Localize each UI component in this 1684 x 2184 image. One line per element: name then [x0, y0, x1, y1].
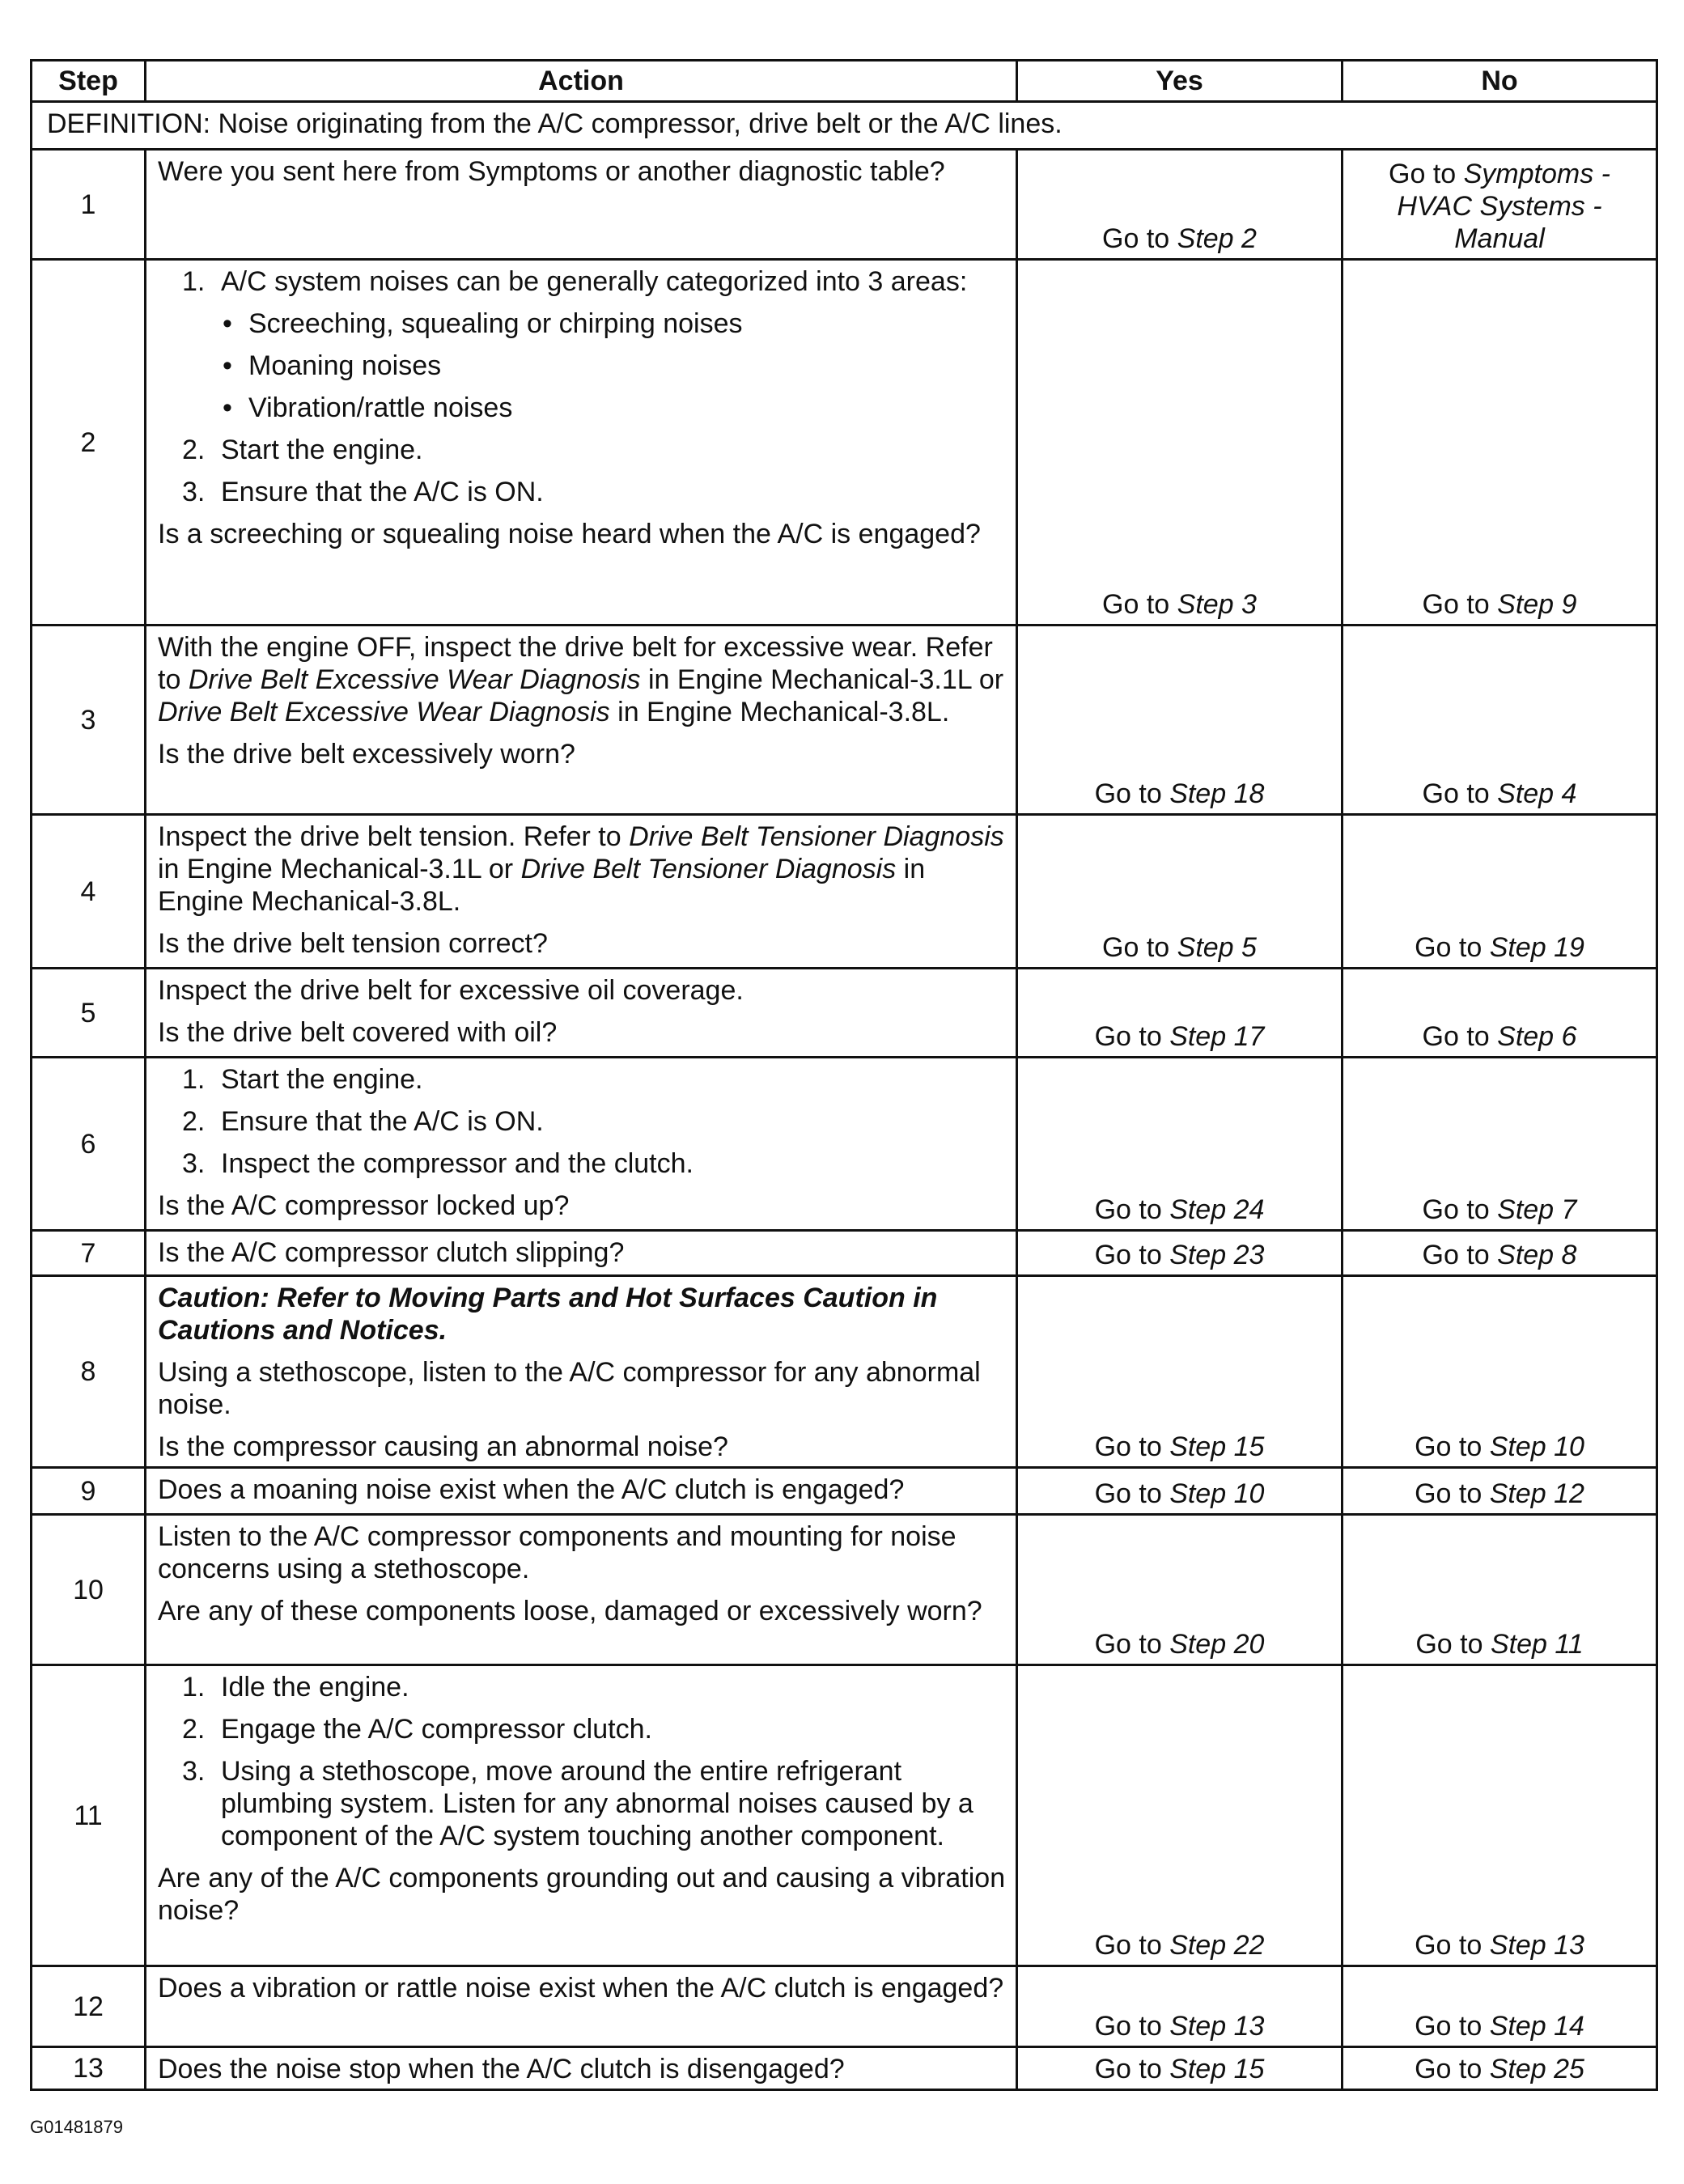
step-item-number: 3.	[182, 1148, 206, 1179]
step-number: 3	[32, 626, 146, 815]
bullet-icon: •	[223, 350, 232, 381]
yes-result	[1017, 260, 1343, 626]
table-row	[32, 969, 1657, 1058]
numbered-step	[158, 1671, 1007, 1703]
text-segment: Moaning noises	[248, 350, 442, 381]
numbered-step	[158, 1063, 1007, 1096]
italic-reference-text: Step 12	[1489, 1478, 1584, 1509]
text-segment: Go to	[1389, 159, 1464, 189]
table-row	[32, 1276, 1657, 1468]
text-segment: Start the engine.	[221, 1064, 423, 1095]
numbered-step	[158, 434, 1007, 466]
italic-reference-text: Step 15	[1169, 1431, 1265, 1462]
header-no: No	[1343, 61, 1657, 102]
table-row	[32, 1468, 1657, 1515]
no-result	[1343, 1058, 1657, 1231]
italic-reference-text: Step 24	[1169, 1194, 1265, 1225]
step-item-text	[221, 434, 1007, 466]
step-item-number: 2.	[182, 1106, 206, 1137]
table-row	[32, 2047, 1657, 2090]
action-paragraph	[158, 974, 1007, 1007]
italic-reference-text: Symptoms - HVAC Systems - Manual	[1397, 159, 1610, 254]
bullet-item	[158, 350, 1007, 382]
text-segment: Go to	[1415, 932, 1490, 963]
text-segment: Go to	[1094, 1478, 1170, 1509]
no-result	[1343, 2047, 1657, 2090]
italic-reference-text: Step 13	[1489, 1930, 1584, 1961]
bullet-text	[248, 307, 742, 340]
step-number: 11	[32, 1665, 146, 1966]
text-segment: Ensure that the A/C is ON.	[221, 477, 544, 507]
text-segment: Does a vibration or rattle noise exist when the A/C clutch is engaged?	[158, 1973, 1004, 2004]
step-item-text	[221, 1063, 1007, 1096]
italic-reference-text: Step 10	[1489, 1431, 1584, 1462]
yes-result	[1017, 1966, 1343, 2047]
table-row	[32, 1966, 1657, 2047]
table-row	[32, 1058, 1657, 1231]
text-segment: Vibration/rattle noises	[248, 392, 513, 423]
action-cell	[146, 1966, 1017, 2047]
step-number: 9	[32, 1468, 146, 1515]
step-number: 8	[32, 1276, 146, 1468]
text-segment: Go to	[1094, 1930, 1170, 1961]
text-segment: Go to	[1094, 1240, 1170, 1270]
action-paragraph	[158, 631, 1007, 728]
italic-reference-text: Step 18	[1169, 778, 1265, 809]
italic-reference-text: Drive Belt Excessive Wear Diagnosis	[188, 664, 641, 695]
step-number: 6	[32, 1058, 146, 1231]
bullet-item	[158, 307, 1007, 340]
italic-reference-text: Step 23	[1169, 1240, 1265, 1270]
numbered-step	[158, 1713, 1007, 1745]
italic-reference-text: Step 9	[1497, 589, 1577, 620]
yes-result	[1017, 626, 1343, 815]
yes-result	[1017, 1231, 1343, 1276]
text-segment: Is the A/C compressor locked up?	[158, 1190, 570, 1221]
yes-result	[1017, 150, 1343, 260]
action-cell	[146, 150, 1017, 260]
table-row	[32, 260, 1657, 626]
step-item-number: 1.	[182, 1064, 206, 1095]
step-number: 2	[32, 260, 146, 626]
step-item-number: 2.	[182, 1714, 206, 1745]
table-row	[32, 150, 1657, 260]
action-cell	[146, 2047, 1017, 2090]
text-segment: Inspect the drive belt tension. Refer to	[158, 821, 630, 852]
header-step: Step	[32, 61, 146, 102]
text-segment: Is the A/C compressor clutch slipping?	[158, 1237, 625, 1268]
action-cell	[146, 626, 1017, 815]
numbered-step	[158, 1105, 1007, 1138]
action-cell	[146, 1665, 1017, 1966]
bullet-text	[248, 392, 512, 424]
text-segment: Go to	[1094, 1021, 1170, 1052]
text-segment: Screeching, squealing or chirping noises	[248, 308, 743, 339]
diagnostic-table	[30, 59, 1658, 2091]
text-segment: Are any of these components loose, damaged or excessively worn?	[158, 1596, 982, 1626]
text-segment: Ensure that the A/C is ON.	[221, 1106, 544, 1137]
action-cell	[146, 815, 1017, 969]
text-segment: Idle the engine.	[221, 1672, 409, 1703]
text-segment: Go to	[1415, 1629, 1491, 1660]
text-segment: Listen to the A/C compressor components and mounting for noise concerns using a stethoscope.	[158, 1521, 957, 1584]
action-cell	[146, 1515, 1017, 1665]
italic-reference-text: Drive Belt Tensioner Diagnosis	[629, 821, 1004, 852]
text-segment: Go to	[1094, 1194, 1170, 1225]
text-segment: Go to	[1102, 223, 1177, 254]
definition-text: DEFINITION: Noise originating from the A/C compressor, drive belt or the A/C lines.	[32, 102, 1657, 150]
text-segment: Is the drive belt excessively worn?	[158, 739, 575, 770]
step-number: 12	[32, 1966, 146, 2047]
no-result	[1343, 1468, 1657, 1515]
step-number: 5	[32, 969, 146, 1058]
yes-result	[1017, 969, 1343, 1058]
yes-result	[1017, 1468, 1343, 1515]
text-segment: Go to	[1094, 2054, 1170, 2084]
no-result	[1343, 1515, 1657, 1665]
action-paragraph	[158, 738, 1007, 770]
table-row	[32, 815, 1657, 969]
text-segment: Go to	[1415, 1930, 1490, 1961]
text-segment: Go to	[1102, 932, 1177, 963]
text-segment: Go to	[1422, 1194, 1498, 1225]
text-segment: Using a stethoscope, listen to the A/C compressor for any abnormal noise.	[158, 1357, 981, 1420]
action-cell	[146, 1276, 1017, 1468]
text-segment: Go to	[1415, 1431, 1490, 1462]
text-segment: Is the drive belt tension correct?	[158, 928, 548, 959]
yes-result	[1017, 1276, 1343, 1468]
text-segment: Go to	[1415, 2011, 1490, 2042]
no-result	[1343, 815, 1657, 969]
step-item-text	[221, 265, 1007, 298]
action-paragraph	[158, 1862, 1007, 1927]
no-result	[1343, 1276, 1657, 1468]
text-segment: Inspect the drive belt for excessive oil coverage.	[158, 975, 744, 1006]
no-result	[1343, 150, 1657, 260]
text-segment: Go to	[1102, 589, 1177, 620]
text-segment: Go to	[1422, 1021, 1498, 1052]
step-item-number: 1.	[182, 266, 206, 297]
text-segment: Go to	[1422, 1240, 1498, 1270]
italic-reference-text: Step 4	[1497, 778, 1577, 809]
text-segment: Go to	[1415, 1478, 1490, 1509]
figure-id: G01481879	[30, 2117, 123, 2137]
italic-reference-text: Step 3	[1177, 589, 1257, 620]
no-result	[1343, 1665, 1657, 1966]
bullet-icon: •	[223, 308, 232, 339]
text-segment: Go to	[1415, 2054, 1490, 2084]
step-item-text	[221, 1105, 1007, 1138]
text-segment: Were you sent here from Symptoms or another diagnostic table?	[158, 156, 945, 187]
text-segment: With the engine OFF, inspect the drive belt for excessive wear. Refer to	[158, 632, 993, 695]
no-result	[1343, 1966, 1657, 2047]
numbered-step	[158, 1147, 1007, 1180]
step-number: 4	[32, 815, 146, 969]
text-segment: Go to	[1094, 2011, 1170, 2042]
text-segment: in Engine Mechanical-3.8L.	[158, 854, 926, 917]
table-row	[32, 626, 1657, 815]
bullet-text	[248, 350, 441, 382]
action-cell	[146, 969, 1017, 1058]
text-segment: Go to	[1094, 778, 1170, 809]
text-segment: Go to	[1094, 1629, 1170, 1660]
text-segment: Is a screeching or squealing noise heard when the A/C is engaged?	[158, 519, 981, 549]
action-cell	[146, 260, 1017, 626]
yes-result	[1017, 1058, 1343, 1231]
action-cell	[146, 1058, 1017, 1231]
action-paragraph	[158, 1520, 1007, 1585]
italic-reference-text: Step 11	[1490, 1629, 1584, 1660]
text-segment: A/C system noises can be generally categorized into 3 areas:	[221, 266, 968, 297]
text-segment: Does a moaning noise exist when the A/C clutch is engaged?	[158, 1474, 905, 1505]
text-segment: Does the noise stop when the A/C clutch is disengaged?	[158, 2054, 845, 2084]
no-result	[1343, 969, 1657, 1058]
text-segment: Caution: Refer to Moving Parts and Hot Surfaces Caution in Cautions and Notices.	[158, 1283, 938, 1346]
step-number: 13	[32, 2047, 146, 2090]
yes-result	[1017, 2047, 1343, 2090]
italic-reference-text: Step 17	[1169, 1021, 1265, 1052]
italic-reference-text: Step 8	[1497, 1240, 1577, 1270]
definition-row	[32, 102, 1657, 150]
italic-reference-text: Step 10	[1169, 1478, 1265, 1509]
text-segment: Engage the A/C compressor clutch.	[221, 1714, 652, 1745]
action-cell	[146, 1468, 1017, 1515]
text-segment: Is the drive belt covered with oil?	[158, 1017, 558, 1048]
text-segment: in Engine Mechanical-3.8L.	[609, 697, 950, 727]
italic-reference-text: Step 25	[1489, 2054, 1584, 2084]
action-paragraph	[158, 1190, 1007, 1222]
no-result	[1343, 1231, 1657, 1276]
step-item-text	[221, 1671, 1007, 1703]
step-number: 1	[32, 150, 146, 260]
italic-reference-text: Drive Belt Tensioner Diagnosis	[520, 854, 897, 884]
action-paragraph	[158, 1595, 1007, 1627]
action-paragraph	[158, 1474, 1007, 1506]
step-item-text	[221, 1713, 1007, 1745]
text-segment: Start the engine.	[221, 435, 423, 465]
italic-reference-text: Drive Belt Excessive Wear Diagnosis	[158, 697, 610, 727]
numbered-step	[158, 1755, 1007, 1852]
no-result	[1343, 626, 1657, 815]
bullet-icon: •	[223, 392, 232, 423]
italic-reference-text: Step 14	[1489, 2011, 1584, 2042]
italic-reference-text: Step 5	[1177, 932, 1257, 963]
text-segment: Go to	[1422, 589, 1498, 620]
table-row	[32, 1231, 1657, 1276]
action-cell	[146, 1231, 1017, 1276]
numbered-step	[158, 265, 1007, 298]
bullet-item	[158, 392, 1007, 424]
action-paragraph	[158, 821, 1007, 918]
text-segment: Inspect the compressor and the clutch.	[221, 1148, 694, 1179]
action-paragraph	[158, 1016, 1007, 1049]
step-item-number: 3.	[182, 1756, 206, 1787]
step-item-text	[221, 1147, 1007, 1180]
step-item-text	[221, 476, 1007, 508]
italic-reference-text: Step 19	[1489, 932, 1584, 963]
text-segment: Go to	[1094, 1431, 1170, 1462]
no-result	[1343, 260, 1657, 626]
text-segment: in Engine Mechanical-3.1L or	[158, 854, 521, 884]
action-paragraph	[158, 1972, 1007, 2004]
step-number: 7	[32, 1231, 146, 1276]
yes-result	[1017, 1515, 1343, 1665]
text-segment: Are any of the A/C components grounding out and causing a vibration noise?	[158, 1863, 1006, 1926]
table-body	[32, 102, 1657, 2090]
italic-reference-text: Step 22	[1169, 1930, 1265, 1961]
text-segment: Using a stethoscope, move around the entire refrigerant plumbing system. Listen for any abnormal noises caused by a component of the A/C system touching another component.	[221, 1756, 973, 1851]
action-paragraph	[158, 155, 1007, 188]
action-paragraph	[158, 927, 1007, 960]
yes-result	[1017, 815, 1343, 969]
italic-reference-text: Step 13	[1169, 2011, 1265, 2042]
text-segment: Go to	[1422, 778, 1498, 809]
action-paragraph	[158, 1236, 1007, 1269]
caution-note	[158, 1282, 1007, 1346]
numbered-step	[158, 476, 1007, 508]
header-action: Action	[146, 61, 1017, 102]
table-row	[32, 1515, 1657, 1665]
text-segment: Is the compressor causing an abnormal noise?	[158, 1431, 728, 1462]
header-yes: Yes	[1017, 61, 1343, 102]
yes-result	[1017, 1665, 1343, 1966]
italic-reference-text: Step 15	[1169, 2054, 1265, 2084]
action-paragraph	[158, 1431, 1007, 1463]
action-paragraph	[158, 2053, 1007, 2085]
italic-reference-text: Step 2	[1177, 223, 1257, 254]
step-item-text	[221, 1755, 1007, 1852]
step-number: 10	[32, 1515, 146, 1665]
italic-reference-text: Step 20	[1169, 1629, 1265, 1660]
action-paragraph	[158, 518, 1007, 550]
italic-reference-text: Step 6	[1497, 1021, 1577, 1052]
text-segment: in Engine Mechanical-3.1L or	[640, 664, 1004, 695]
step-item-number: 3.	[182, 477, 206, 507]
table-row	[32, 1665, 1657, 1966]
step-item-number: 1.	[182, 1672, 206, 1703]
italic-reference-text: Step 7	[1497, 1194, 1577, 1225]
step-item-number: 2.	[182, 435, 206, 465]
action-paragraph	[158, 1356, 1007, 1421]
header-row	[32, 61, 1657, 102]
